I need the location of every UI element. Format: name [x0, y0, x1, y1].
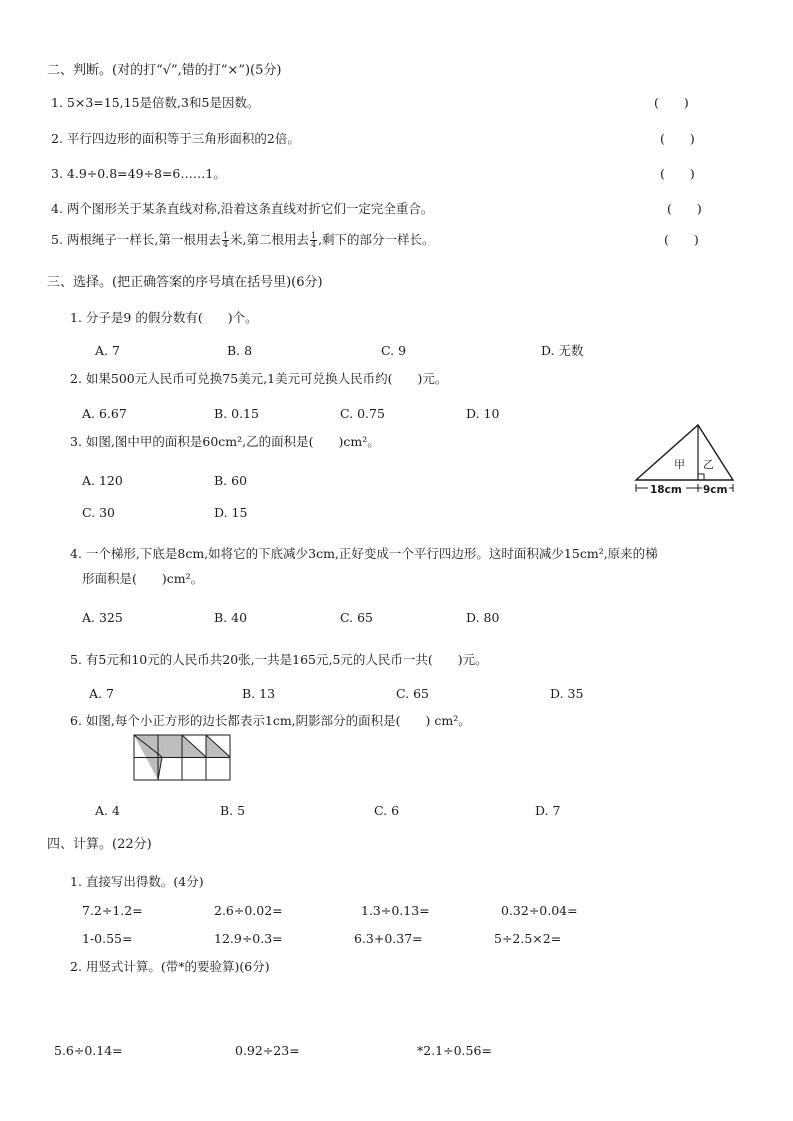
label-yi: 乙	[703, 458, 714, 471]
dimension-label-18cm: 18cm	[650, 484, 682, 496]
option-a[interactable]: A. 7	[89, 686, 114, 701]
triangle-outline	[636, 425, 733, 480]
answer-paren[interactable]: ( )	[654, 95, 689, 110]
choice-q2: 2. 如果500元人民币可兑换75美元,1美元可兑换人民币约( )元。	[70, 371, 448, 386]
section-4-title: 四、计算。(22分)	[47, 837, 152, 852]
answer-paren[interactable]: ( )	[667, 201, 702, 216]
option-c[interactable]: C. 9	[381, 343, 407, 358]
judge-item-5	[51, 232, 435, 249]
option-a[interactable]: A. 325	[82, 610, 123, 625]
option-c[interactable]: C. 65	[396, 686, 429, 701]
calc-expr: 12.9÷0.3=	[214, 931, 283, 946]
answer-paren[interactable]: ( )	[660, 166, 695, 181]
item-text-c: ,剩下的部分一样长。	[318, 232, 435, 247]
option-b[interactable]: B. 40	[214, 610, 248, 625]
option-a[interactable]: A. 7	[95, 343, 120, 358]
item-text-b: 米,第二根用去	[230, 232, 309, 247]
item-text: 两个图形关于某条直线对称,沿着这条直线对折它们一定完全重合。	[66, 201, 434, 216]
item-number: 5.	[51, 232, 63, 247]
answer-paren[interactable]: ( )	[664, 232, 699, 247]
fraction-numerator: 1	[222, 231, 228, 240]
option-b[interactable]: B. 60	[214, 473, 248, 488]
item-number: 3.	[51, 166, 63, 181]
option-d[interactable]: D. 80	[466, 610, 500, 625]
fraction-denominator: 4	[310, 240, 317, 249]
item-text: 平行四边形的面积等于三角形面积的2倍。	[66, 131, 300, 146]
calc-expr: 1.3÷0.13=	[361, 903, 430, 918]
answer-paren[interactable]: ( )	[660, 131, 695, 146]
section-2-title: 二、判断。(对的打“√”,错的打“×”)(5分)	[47, 63, 282, 78]
option-a[interactable]: A. 6.67	[82, 406, 127, 421]
grid-figure	[132, 733, 234, 783]
option-c[interactable]: C. 30	[82, 505, 115, 520]
section-3-title: 三、选择。(把正确答案的序号填在括号里)(6分)	[47, 275, 323, 290]
judge-item-3	[51, 166, 226, 182]
option-d[interactable]: D. 10	[466, 406, 500, 421]
option-b[interactable]: B. 13	[242, 686, 276, 701]
option-d[interactable]: D. 无数	[541, 343, 584, 358]
calc-expr: 6.3+0.37=	[354, 931, 423, 946]
fraction-denominator: 4	[222, 240, 228, 249]
calc-expr: 2.6÷0.02=	[214, 903, 283, 918]
fraction	[222, 232, 229, 249]
fraction-numerator: 1	[310, 231, 317, 240]
triangle-figure	[630, 420, 740, 502]
option-b[interactable]: B. 5	[220, 803, 246, 818]
option-d[interactable]: D. 15	[214, 505, 248, 520]
option-b[interactable]: B. 8	[227, 343, 253, 358]
item-number: 1.	[51, 95, 63, 110]
right-angle-mark	[698, 474, 704, 480]
option-b[interactable]: B. 0.15	[214, 406, 259, 421]
judge-item-2	[51, 131, 300, 147]
option-d[interactable]: D. 35	[550, 686, 584, 701]
option-c[interactable]: C. 0.75	[340, 406, 385, 421]
vertical-calc-item: 0.92÷23=	[235, 1043, 300, 1058]
dimension-label-9cm: 9cm	[703, 484, 728, 496]
item-number: 4.	[51, 201, 63, 216]
vertical-calc-item: *2.1÷0.56=	[417, 1043, 492, 1058]
item-text-a: 两根绳子一样长,第一根用去	[66, 232, 221, 247]
choice-q4-line2: 形面积是( )cm²。	[82, 571, 204, 586]
option-c[interactable]: C. 65	[340, 610, 373, 625]
choice-q6: 6. 如图,每个小正方形的边长都表示1cm,阴影部分的面积是( ) cm²。	[70, 713, 471, 728]
calc-expr: 5÷2.5×2=	[494, 931, 562, 946]
calc-sub1-title: 1. 直接写出得数。(4分)	[70, 874, 204, 889]
calc-expr: 0.32÷0.04=	[501, 903, 578, 918]
judge-item-4	[51, 201, 433, 217]
calc-expr: 1-0.55=	[82, 931, 133, 946]
calc-expr: 7.2÷1.2=	[82, 903, 143, 918]
choice-q1: 1. 分子是9 的假分数有( )个。	[70, 310, 258, 325]
calc-sub2-title: 2. 用竖式计算。(带*的要验算)(6分)	[70, 959, 270, 974]
label-jia: 甲	[674, 458, 685, 471]
judge-item-1	[51, 95, 259, 111]
choice-q5: 5. 有5元和10元的人民币共20张,一共是165元,5元的人民币一共( )元。	[70, 652, 488, 667]
option-a[interactable]: A. 120	[82, 473, 123, 488]
option-a[interactable]: A. 4	[95, 803, 120, 818]
option-d[interactable]: D. 7	[535, 803, 561, 818]
choice-q4-line1: 4. 一个梯形,下底是8cm,如将它的下底减少3cm,正好变成一个平行四边形。这时面积减少15cm²,原来的梯	[70, 546, 658, 561]
option-c[interactable]: C. 6	[374, 803, 400, 818]
fraction	[310, 232, 317, 249]
vertical-calc-item: 5.6÷0.14=	[54, 1043, 123, 1058]
item-text: 5×3=15,15是倍数,3和5是因数。	[66, 95, 260, 110]
item-text: 4.9÷0.8=49÷8=6……1。	[66, 166, 226, 181]
item-number: 2.	[51, 131, 63, 146]
choice-q3: 3. 如图,图中甲的面积是60cm²,乙的面积是( )cm²。	[70, 434, 380, 449]
